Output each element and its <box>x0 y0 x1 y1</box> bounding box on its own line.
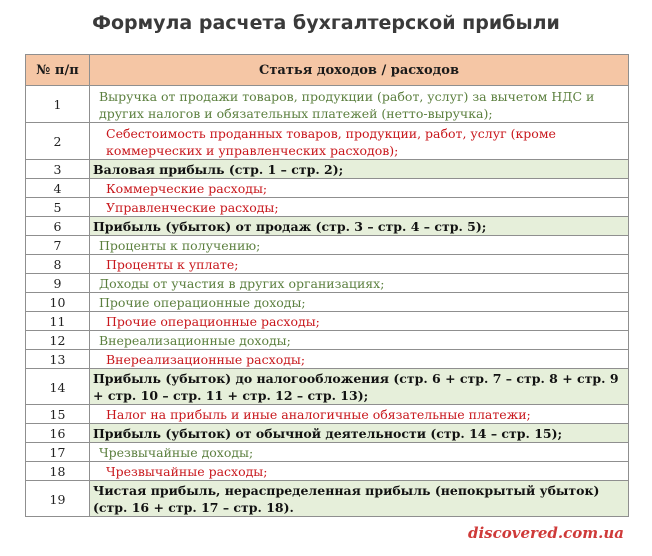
table-row <box>26 481 629 517</box>
row-item-text: Внереализационные расходы; <box>90 350 629 369</box>
row-number: 16 <box>26 424 90 443</box>
page-title: Формула расчета бухгалтерской прибыли <box>92 12 560 34</box>
row-item-text: Прибыль (убыток) от продаж (стр. 3 – стр. 4 – стр. 5); <box>90 217 629 236</box>
row-item-text: Чрезвычайные доходы; <box>90 443 629 462</box>
row-number: 3 <box>26 160 90 179</box>
row-item-text: Проценты к получению; <box>90 236 629 255</box>
table-row <box>26 293 629 312</box>
row-number: 5 <box>26 198 90 217</box>
table-row <box>26 331 629 350</box>
row-number: 1 <box>26 86 90 123</box>
row-number: 13 <box>26 350 90 369</box>
row-number: 11 <box>26 312 90 331</box>
row-number: 17 <box>26 443 90 462</box>
row-number: 6 <box>26 217 90 236</box>
row-item-text: Прибыль (убыток) до налогообложения (стр. 6 + стр. 7 – стр. 8 + стр. 9 + стр. 10 – стр. 11 + стр. 12 – стр. 13); <box>90 369 629 405</box>
row-number: 19 <box>26 481 90 517</box>
table-row <box>26 369 629 405</box>
row-item-text: Управленческие расходы; <box>90 198 629 217</box>
table-row <box>26 255 629 274</box>
row-item-text: Проценты к уплате; <box>90 255 629 274</box>
table-row <box>26 312 629 331</box>
row-item-text: Прочие операционные расходы; <box>90 312 629 331</box>
table-row <box>26 274 629 293</box>
column-header-item: Статья доходов / расходов <box>90 55 629 86</box>
table-row <box>26 179 629 198</box>
table-row <box>26 350 629 369</box>
table-row <box>26 236 629 255</box>
row-number: 4 <box>26 179 90 198</box>
row-item-text: Чрезвычайные расходы; <box>90 462 629 481</box>
table-row <box>26 86 629 123</box>
row-item-text: Прочие операционные доходы; <box>90 293 629 312</box>
row-item-text: Прибыль (убыток) от обычной деятельности (стр. 14 – стр. 15); <box>90 424 629 443</box>
profit-formula-table <box>25 54 629 517</box>
row-item-text: Чистая прибыль, нераспределенная прибыль (непокрытый убыток) (стр. 16 + стр. 17 – стр. 18). <box>90 481 629 517</box>
table-row <box>26 198 629 217</box>
row-number: 12 <box>26 331 90 350</box>
row-number: 15 <box>26 405 90 424</box>
site-watermark: discovered.com.ua <box>467 524 624 542</box>
table-row <box>26 424 629 443</box>
row-number: 8 <box>26 255 90 274</box>
column-header-number: № п/п <box>26 55 90 86</box>
row-number: 10 <box>26 293 90 312</box>
row-item-text: Доходы от участия в других организациях; <box>90 274 629 293</box>
table-row <box>26 217 629 236</box>
row-number: 2 <box>26 123 90 160</box>
table-row <box>26 160 629 179</box>
row-item-text: Внереализационные доходы; <box>90 331 629 350</box>
row-item-text: Выручка от продажи товаров, продукции (работ, услуг) за вычетом НДС и других налогов и обязательных платежей (нетто-выручка); <box>90 86 629 123</box>
row-item-text: Валовая прибыль (стр. 1 – стр. 2); <box>90 160 629 179</box>
row-number: 9 <box>26 274 90 293</box>
table-row <box>26 443 629 462</box>
row-number: 14 <box>26 369 90 405</box>
table-row <box>26 405 629 424</box>
table-row <box>26 123 629 160</box>
table-row <box>26 462 629 481</box>
row-number: 18 <box>26 462 90 481</box>
row-number: 7 <box>26 236 90 255</box>
row-item-text: Налог на прибыль и иные аналогичные обязательные платежи; <box>90 405 629 424</box>
table-header-row <box>26 55 629 86</box>
row-item-text: Себестоимость проданных товаров, продукции, работ, услуг (кроме коммерческих и управленческих расходов); <box>90 123 629 160</box>
row-item-text: Коммерческие расходы; <box>90 179 629 198</box>
